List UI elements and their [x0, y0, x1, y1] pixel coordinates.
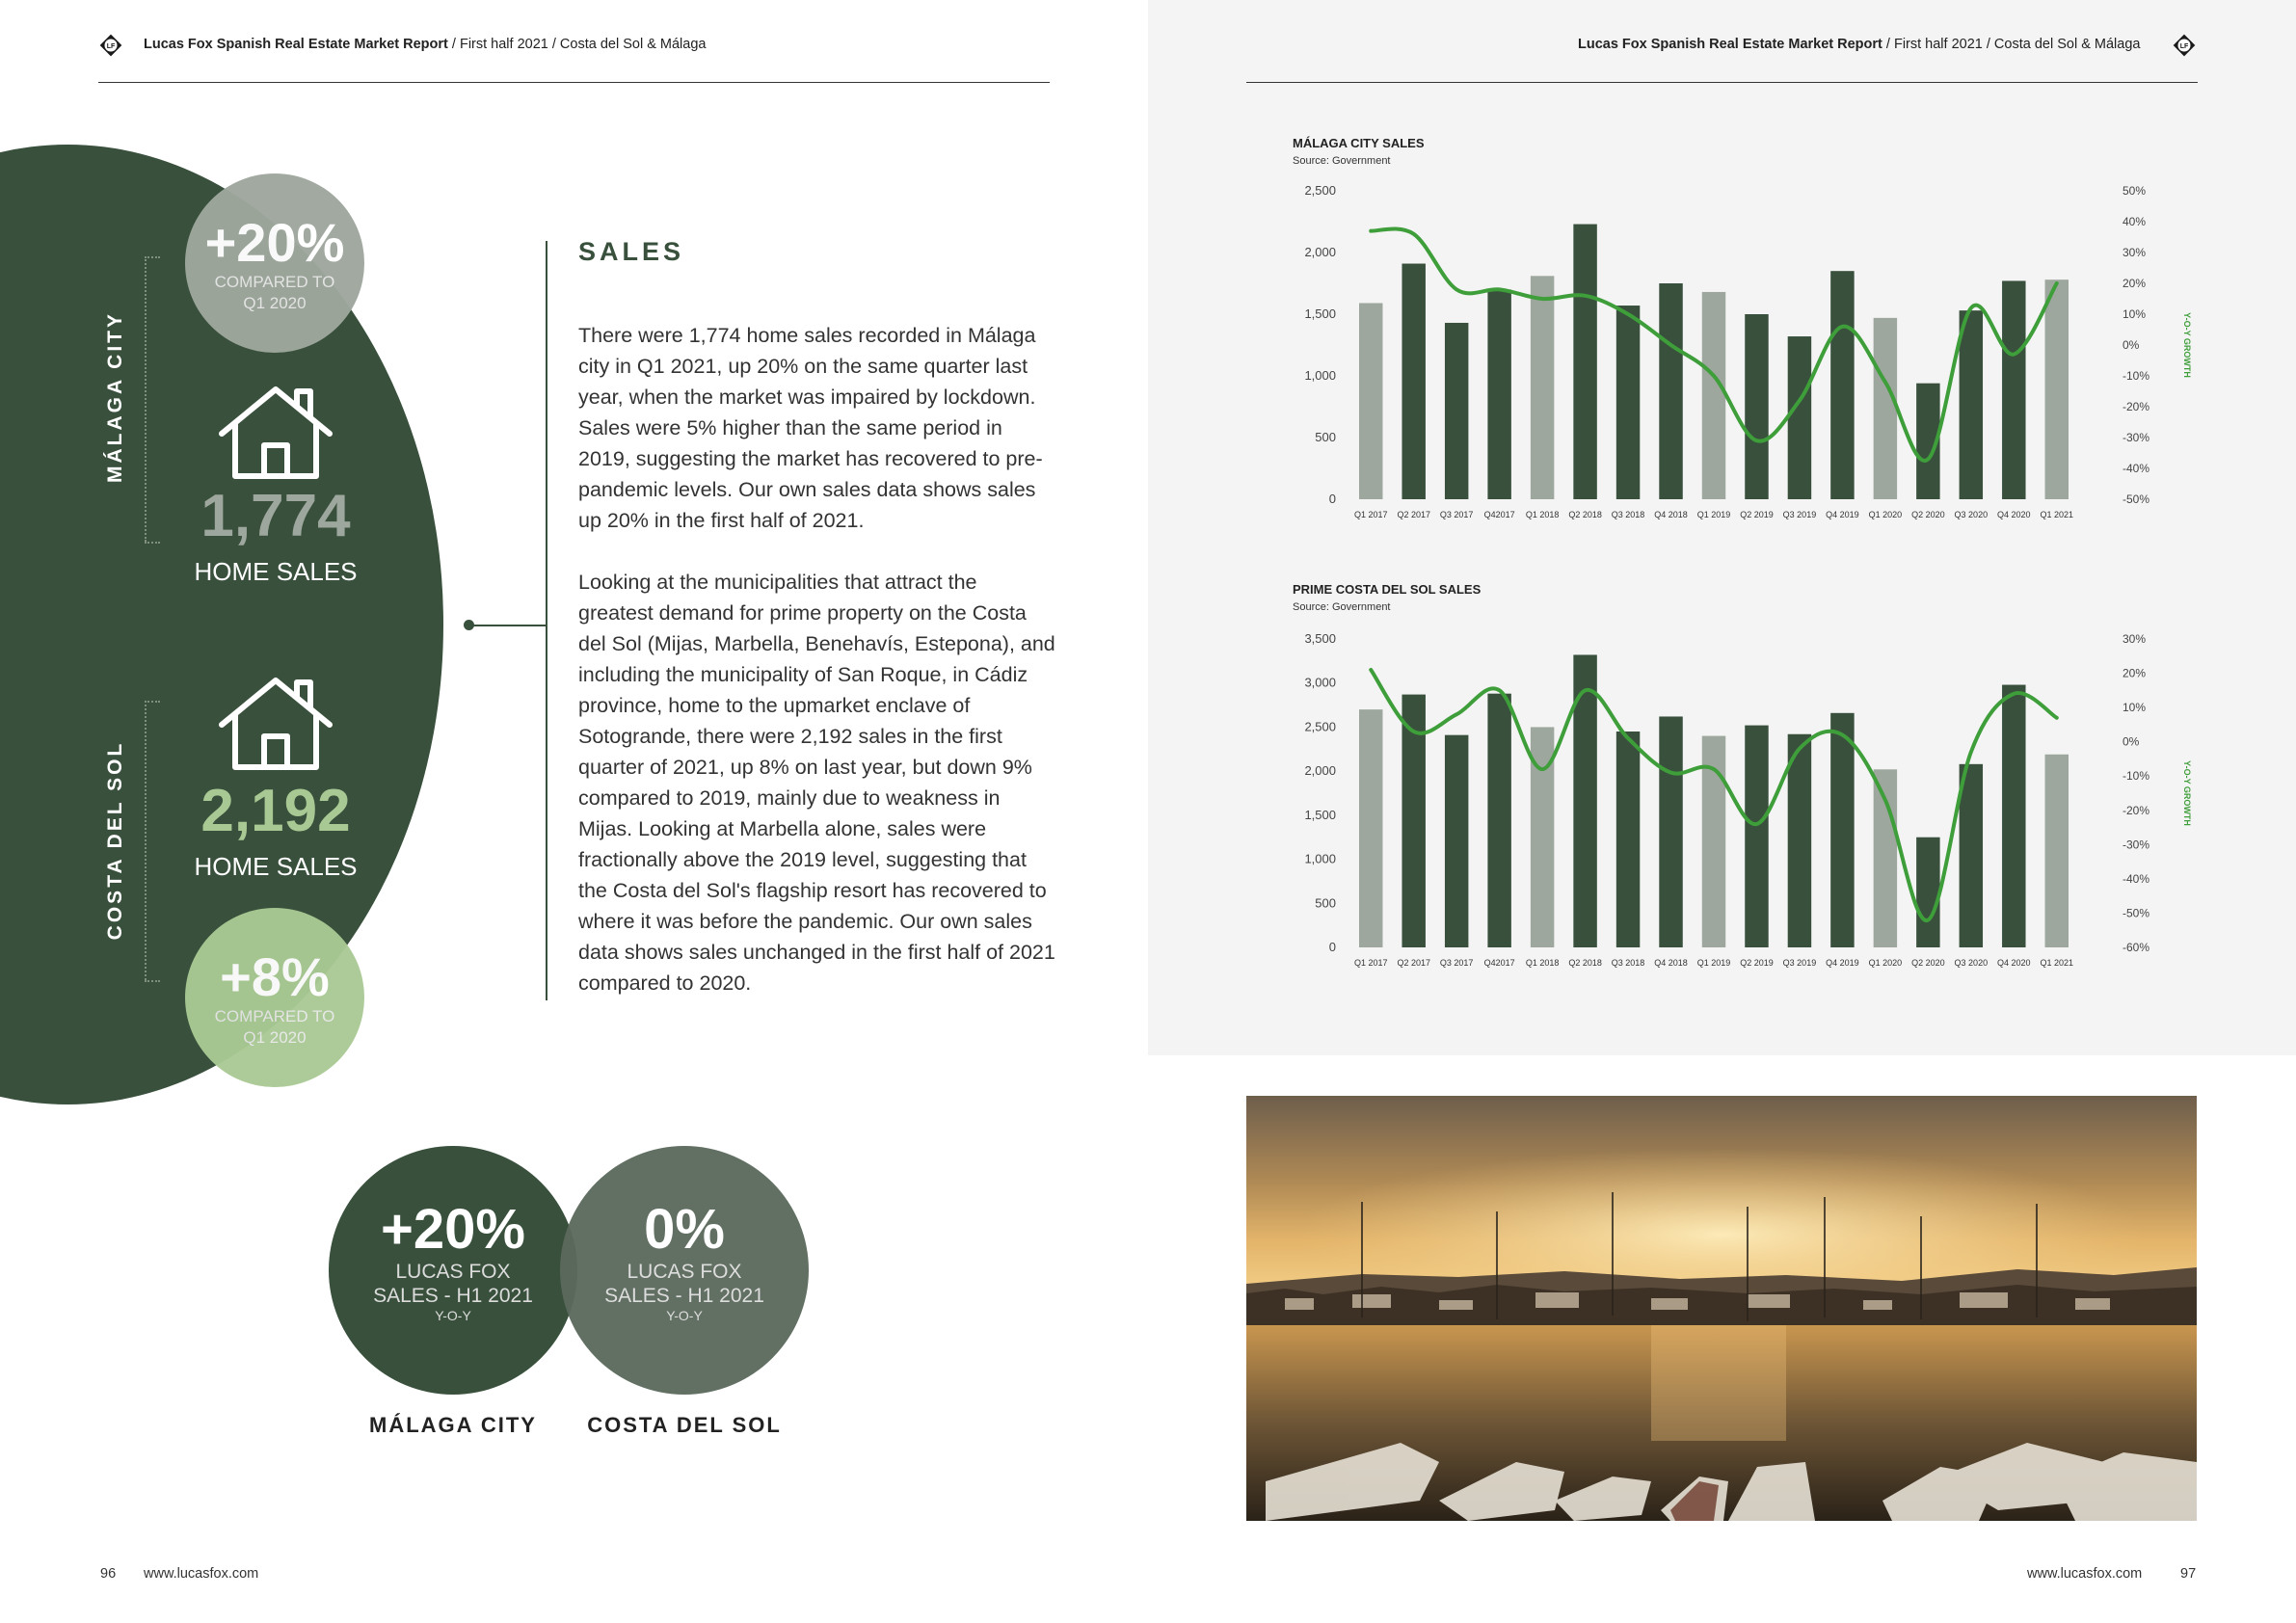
lucas-fox-costa-circle	[560, 1146, 809, 1395]
chart2-bar	[1745, 726, 1768, 947]
logo-letters-right: LF	[2179, 43, 2189, 50]
chart1-bar	[1616, 306, 1640, 499]
lucas-fox-malaga-circle	[329, 1146, 577, 1395]
chart2-bar	[1788, 734, 1811, 947]
chart1-y2tick: -40%	[2122, 462, 2150, 475]
chart2-bar	[1616, 732, 1640, 947]
chart2-bar	[2002, 685, 2025, 947]
malaga-region-label: MÁLAGA CITY	[104, 310, 126, 484]
chart1-ytick: 500	[1315, 430, 1336, 444]
malaga-growth-value: +20%	[204, 212, 345, 273]
house-icon-malaga	[216, 384, 335, 480]
malaga-growth-circle	[185, 173, 364, 353]
chart2-ytick: 2,000	[1304, 763, 1336, 779]
lucas-fox-costa-value: 0%	[644, 1198, 725, 1261]
lucas-fox-malaga-value: +20%	[381, 1198, 525, 1261]
header-subtitle-right: / First half 2021 / Costa del Sol & Málaga	[1882, 37, 2141, 52]
header-right	[1578, 37, 2140, 52]
connector-line	[470, 625, 546, 626]
chart1-bar	[1573, 225, 1596, 499]
header-report-title-right: Lucas Fox Spanish Real Estate Market Report	[1578, 37, 1882, 52]
chart1-y2tick: 20%	[2122, 277, 2147, 290]
chart2-xtick: Q2 2020	[1911, 958, 1945, 968]
chart1-bar	[1788, 336, 1811, 499]
footer-left-page-number: 96	[100, 1566, 117, 1582]
chart1-y2tick: 10%	[2122, 307, 2147, 321]
chart2-y2tick: -40%	[2122, 871, 2150, 886]
chart2-bar	[1445, 735, 1468, 947]
chart2-bar	[1830, 713, 1854, 947]
chart2-y2tick: 20%	[2122, 666, 2147, 680]
chart1-xtick: Q3 2017	[1439, 510, 1474, 519]
chart1-bar	[2045, 279, 2069, 499]
chart1-y2tick: -50%	[2122, 492, 2150, 506]
chart1-ytick: 2,000	[1304, 245, 1336, 259]
chart2-xtick: Q1 2018	[1525, 958, 1560, 968]
chart1-xtick: Q2 2020	[1911, 510, 1945, 519]
header-rule-right	[1246, 82, 2198, 83]
chart1-xtick: Q4 2019	[1826, 510, 1859, 519]
chart1-xtick: Q2 2018	[1568, 510, 1602, 519]
chart2-y2tick: -10%	[2122, 769, 2150, 784]
chart1-y2tick: 40%	[2122, 215, 2147, 228]
costa-growth-period: Q1 2020	[243, 1028, 307, 1047]
chart1-source: Source: Government	[1293, 155, 1391, 167]
marina-sunset-photo	[1246, 1096, 2197, 1521]
chart2-ytick: 1,000	[1304, 851, 1336, 866]
chart1-xtick: Q1 2020	[1868, 510, 1903, 519]
marina-sunset-illustration	[1246, 1096, 2197, 1521]
chart1-y2tick: -20%	[2122, 400, 2150, 413]
chart2-xtick: Q4 2020	[1997, 958, 2031, 968]
costa-growth-caption: COMPARED TO	[214, 1007, 335, 1025]
chart1-y2tick: 50%	[2122, 184, 2147, 198]
chart1-xtick: Q3 2019	[1782, 510, 1817, 519]
chart2-xtick: Q4 2019	[1826, 958, 1859, 968]
costa-growth-value: +8%	[220, 946, 330, 1007]
chart1-xtick: Q1 2018	[1525, 510, 1560, 519]
malaga-home-sales-label: HOME SALES	[194, 557, 358, 586]
chart1-bar	[1960, 310, 1983, 499]
chart1-ytick: 0	[1328, 492, 1336, 506]
malaga-growth-period: Q1 2020	[243, 294, 307, 312]
chart1-xtick: Q4 2018	[1654, 510, 1688, 519]
chart2-bar	[1659, 716, 1682, 947]
lucas-fox-logo-right	[2172, 33, 2197, 58]
chart2-xtick: Q3 2018	[1611, 958, 1645, 968]
chart2-xtick: Q1 2021	[2040, 958, 2074, 968]
chart1-title: MÁLAGA CITY SALES	[1293, 136, 1425, 150]
chart1-ytick: 1,500	[1304, 306, 1336, 321]
chart2-y2tick: -30%	[2122, 838, 2150, 852]
chart2-ytick: 2,500	[1304, 719, 1336, 734]
chart2-title: PRIME COSTA DEL SOL SALES	[1293, 582, 1482, 597]
chart2-xtick: Q1 2019	[1696, 958, 1731, 968]
chart2-bar	[1359, 709, 1382, 947]
chart1-xtick: Q1 2019	[1696, 510, 1731, 519]
section-vertical-rule	[546, 241, 547, 1000]
costa-home-sales-label: HOME SALES	[194, 852, 358, 881]
chart1-bar	[1531, 276, 1554, 499]
chart1-y2-label: Y-O-Y GROWTH	[2182, 312, 2192, 378]
chart1-xtick: Q2 2017	[1397, 510, 1430, 519]
chart1-ytick: 1,000	[1304, 368, 1336, 383]
costa-region-label: COSTA DEL SOL	[104, 740, 126, 941]
chart2-bar	[2045, 755, 2069, 947]
lucas-fox-costa-label: COSTA DEL SOL	[587, 1413, 782, 1437]
chart1-bar	[2002, 280, 2025, 499]
chart1-bar	[1359, 303, 1382, 499]
header-subtitle: / First half 2021 / Costa del Sol & Málaga	[447, 37, 707, 52]
costa-home-sales-value: 2,192	[200, 778, 351, 844]
chart2-xtick: Q2 2017	[1397, 958, 1430, 968]
house-icon-costa	[216, 675, 335, 771]
chart2-y2tick: 30%	[2122, 632, 2147, 646]
chart1-xtick: Q1 2017	[1353, 510, 1388, 519]
chart2-y2-label: Y-O-Y GROWTH	[2182, 760, 2192, 826]
chart2-ytick: 1,500	[1304, 807, 1336, 822]
chart1-y2tick: -10%	[2122, 369, 2150, 383]
chart2-ytick: 3,000	[1304, 675, 1336, 690]
chart1-bar	[1445, 323, 1468, 499]
chart2-xtick: Q1 2020	[1868, 958, 1903, 968]
chart2-bar	[1487, 694, 1510, 947]
logo-letters: LF	[106, 43, 116, 50]
chart2-xtick: Q2 2019	[1740, 958, 1774, 968]
header-rule-left	[98, 82, 1050, 83]
costa-growth-circle	[185, 908, 364, 1087]
lucas-fox-logo-left	[98, 33, 123, 58]
chart1-xtick: Q42017	[1483, 510, 1515, 519]
chart1-bar	[1402, 264, 1425, 499]
chart2-y2tick: 10%	[2122, 701, 2147, 715]
chart1-ytick: 2,500	[1304, 183, 1336, 198]
chart2-ytick: 500	[1315, 895, 1336, 911]
lucas-fox-malaga-line3: Y-O-Y	[435, 1308, 471, 1323]
section-paragraph-1: There were 1,774 home sales recorded in Málaga city in Q1 2021, up 20% on the same quarter last year, when the market was impaired by lockdown. Sales were 5% higher than the same period in 2019, suggesting the market has recovered to pre-pandemic levels. Our own sales data shows sales up 20% in the first half of 2021.	[578, 324, 1043, 532]
chart2-ytick: 3,500	[1304, 631, 1336, 646]
malaga-growth-caption: COMPARED TO	[214, 273, 335, 291]
chart2-xtick: Q3 2020	[1954, 958, 1989, 968]
chart1-bar	[1702, 292, 1725, 499]
chart1-bar	[1487, 289, 1510, 499]
chart1-xtick: Q4 2020	[1997, 510, 2031, 519]
costa-dotted-tick-bottom	[145, 980, 160, 982]
chart1-bar	[1874, 318, 1897, 499]
chart2-bar	[1916, 838, 1939, 947]
chart1-xtick: Q1 2021	[2040, 510, 2074, 519]
footer-right-page-number: 97	[2180, 1566, 2197, 1582]
chart1-y2tick: 30%	[2122, 246, 2147, 259]
chart2-source: Source: Government	[1293, 601, 1391, 613]
chart1-bar	[1659, 283, 1682, 499]
chart2-y2tick: -20%	[2122, 803, 2150, 817]
chart2-y2tick: 0%	[2122, 734, 2140, 749]
lucas-fox-malaga-label: MÁLAGA CITY	[369, 1413, 537, 1437]
chart2-xtick: Q3 2017	[1439, 958, 1474, 968]
footer-left-url[interactable]: www.lucasfox.com	[144, 1566, 259, 1582]
chart2-xtick: Q3 2019	[1782, 958, 1817, 968]
chart2-ytick: 0	[1328, 940, 1336, 954]
malaga-dotted-tick-top	[145, 256, 160, 258]
chart1-bar	[1745, 314, 1768, 499]
chart-prime-costa-del-sol-sales	[1272, 622, 2192, 978]
chart2-xtick: Q2 2018	[1568, 958, 1602, 968]
chart1-xtick: Q3 2018	[1611, 510, 1645, 519]
malaga-home-sales-value: 1,774	[200, 483, 351, 549]
lucas-fox-malaga-line1: LUCAS FOX	[395, 1261, 511, 1283]
lucas-fox-costa-line2: SALES - H1 2021	[604, 1285, 764, 1307]
chart2-xtick: Q4 2018	[1654, 958, 1688, 968]
chart2-y2tick: -50%	[2122, 906, 2150, 920]
header-left	[144, 37, 706, 52]
footer-right-url[interactable]: www.lucasfox.com	[2027, 1566, 2143, 1582]
lucas-fox-costa-line1: LUCAS FOX	[627, 1261, 742, 1283]
chart1-bar	[1830, 271, 1854, 499]
header-report-title: Lucas Fox Spanish Real Estate Market Report	[144, 37, 448, 52]
chart1-y2tick: -30%	[2122, 431, 2150, 444]
chart2-bar	[1960, 764, 1983, 947]
chart1-y2tick: 0%	[2122, 338, 2140, 352]
chart2-xtick: Q42017	[1483, 958, 1515, 968]
chart-malaga-city-sales	[1272, 173, 2192, 530]
chart2-y2tick: -60%	[2122, 941, 2150, 954]
section-title: SALES	[578, 237, 685, 266]
chart1-xtick: Q2 2019	[1740, 510, 1774, 519]
lucas-fox-costa-line3: Y-O-Y	[666, 1308, 703, 1323]
chart1-xtick: Q3 2020	[1954, 510, 1989, 519]
costa-dotted-tick-top	[145, 701, 160, 703]
chart2-xtick: Q1 2017	[1353, 958, 1388, 968]
section-paragraph-2: Looking at the municipalities that attract the greatest demand for prime property on the Costa del Sol (Mijas, Marbella, Benehavís, Estepona), and including the municipality of San Roque, in Cádiz province, home to the upmarket enclave of Sotogrande, there were 2,192 sales in the first quarter of 2021, up 8% on last year, but down 9% compared to 2019, mainly due to weakness in Mijas. Looking at Marbella alone, sales were fractionally above the 2019 level, suggesting that the Costa del Sol's flagship resort has recovered to where it was before the pandemic. Our own sales data shows sales unchanged in the first half of 2021 compared to 2020.	[578, 571, 1055, 995]
lucas-fox-malaga-line2: SALES - H1 2021	[373, 1285, 533, 1307]
